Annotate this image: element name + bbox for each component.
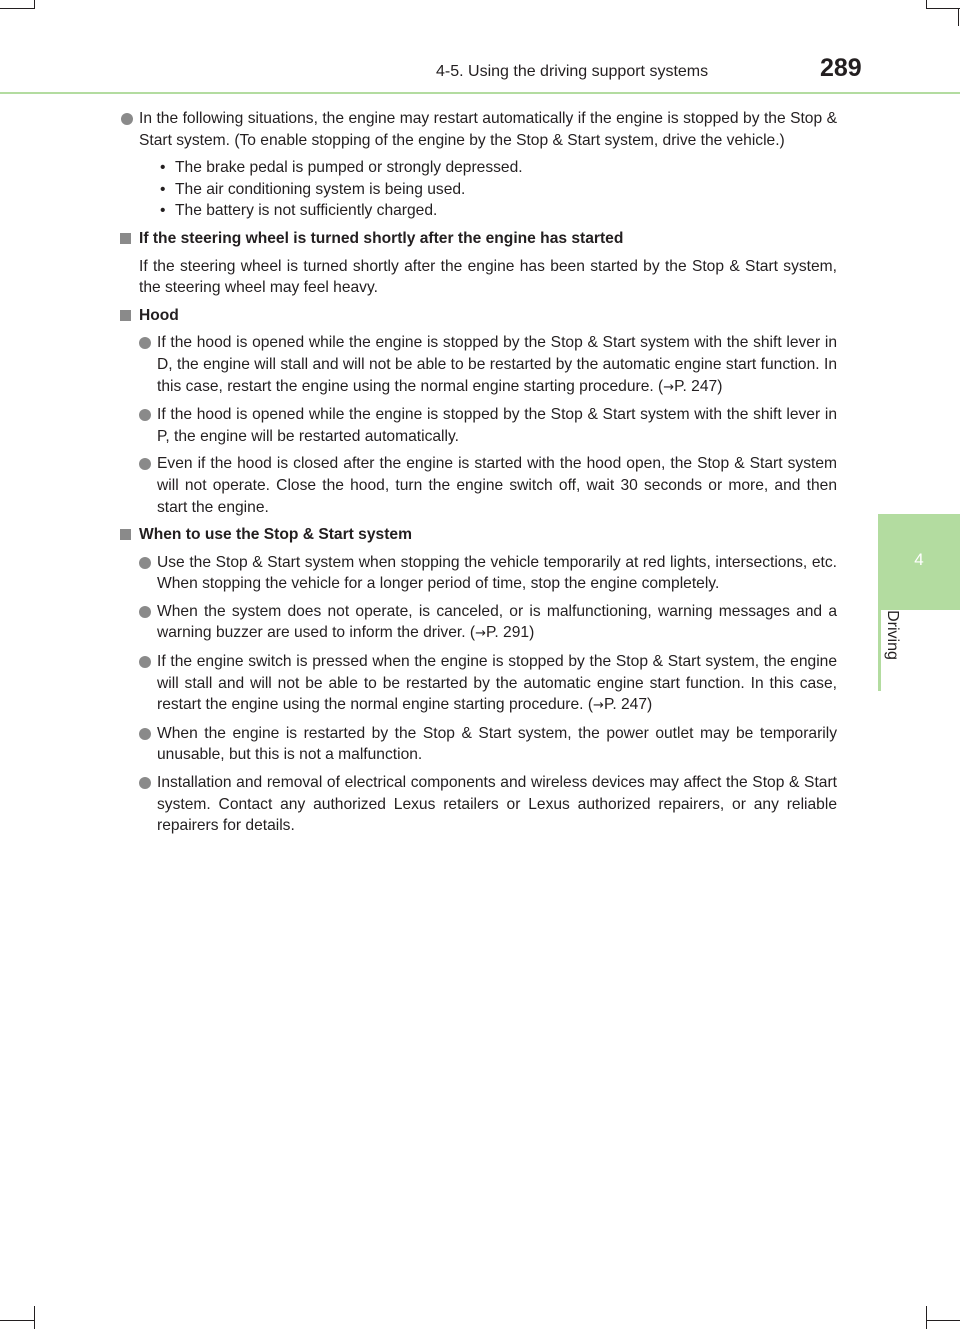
sub-item xyxy=(118,179,837,201)
crop-mark-top-left-v xyxy=(34,0,35,9)
hood-bullet-text: If the hood is opened while the engine is stopped by the Stop & Start system with the shift lever in D, the engine will stall and will not be able to be restarted by the automatic engine start function. In this case, restart the engine using the normal engine starting procedure. ( xyxy=(157,334,837,395)
right-arrow-icon: → xyxy=(663,379,675,395)
crop-mark-bottom-left-h xyxy=(0,1320,34,1321)
sub-item xyxy=(118,157,837,179)
when-bullet xyxy=(136,601,837,645)
paren-close: ) xyxy=(647,696,653,714)
chapter-tab xyxy=(878,514,960,610)
sub-item-text: The battery is not sufficiently charged. xyxy=(175,202,438,220)
crop-mark-right-upper-v xyxy=(958,8,959,26)
bullet-icon xyxy=(139,777,151,789)
page-number: 289 xyxy=(820,54,862,82)
page-reference[interactable]: P. 247 xyxy=(603,696,648,714)
main-content xyxy=(118,108,837,843)
page-reference[interactable]: P. 247 xyxy=(674,377,718,395)
bullet-icon xyxy=(121,113,133,125)
when-bullet-text: If the engine switch is pressed when the engine is stopped by the Stop & Start system, the engine will stall and will not be able to be restarted by the automatic engine start function. In this case, restart the engine using the normal engine starting procedure. ( xyxy=(157,653,837,714)
header-rule xyxy=(0,92,960,94)
sub-item-marker: • xyxy=(160,180,166,198)
hood-bullet xyxy=(136,404,837,447)
when-bullet xyxy=(136,772,837,837)
bullet-icon xyxy=(139,656,151,668)
page-reference[interactable]: P. 291 xyxy=(486,624,530,642)
hood-bullet-text: If the hood is opened while the engine is stopped by the Stop & Start system with the shift lever in P, the engine will be restarted automatically. xyxy=(157,406,837,445)
crop-mark-bottom-left-v xyxy=(34,1306,35,1329)
hood-bullet xyxy=(136,332,837,398)
bullet-icon xyxy=(139,557,151,569)
sub-item-marker: • xyxy=(160,202,166,220)
sub-item-text: The brake pedal is pumped or strongly depressed. xyxy=(175,159,523,177)
intro-bullet xyxy=(118,108,837,151)
bullet-icon xyxy=(139,606,151,618)
paren-close: ) xyxy=(529,624,535,642)
sub-item-text: The air conditioning system is being used. xyxy=(175,180,466,198)
section-heading-hood xyxy=(118,305,837,327)
chapter-label-box xyxy=(879,604,905,670)
paren-close: ) xyxy=(717,377,723,395)
right-arrow-icon: → xyxy=(593,698,604,714)
hood-bullet xyxy=(136,453,837,518)
intro-bullet-text: In the following situations, the engine may restart automatically if the engine is stopped by the Stop & Start system. (To enable stopping of the engine by the Stop & Start system, drive the vehicle.) xyxy=(139,110,837,149)
when-bullet-text: When the system does not operate, is canceled, or is malfunctioning, warning messages and a warning buzzer are used to inform the driver. ( xyxy=(157,602,837,642)
section-heading-when xyxy=(118,524,837,546)
chapter-label: Driving xyxy=(884,610,901,660)
crop-mark-top-left-h xyxy=(0,8,34,9)
hood-bullet-text: Even if the hood is closed after the engine is started with the hood open, the Stop & Start system will not operate. Close the hood, turn the engine switch off, wait 30 seconds or more, and then start the engine. xyxy=(157,455,837,516)
when-bullet xyxy=(136,552,837,595)
bullet-icon xyxy=(139,337,151,349)
steering-body: If the steering wheel is turned shortly after the engine has been started by the Stop & Start system, the steering wheel may feel heavy. xyxy=(139,257,837,297)
heading-square-icon xyxy=(120,310,131,321)
crop-mark-top-right-h xyxy=(926,8,960,9)
sub-item-marker: • xyxy=(160,159,166,177)
section-heading-steering xyxy=(118,228,837,250)
when-bullet xyxy=(136,723,837,766)
bullet-icon xyxy=(139,458,151,470)
crop-mark-bottom-right-v xyxy=(926,1306,927,1329)
when-bullet-text: Installation and removal of electrical components and wireless devices may affect the Stop & Start system. Contact any authorized Lexus retailers or Lexus authorized repairers, or any reliable repairers for details. xyxy=(157,774,837,835)
sub-item xyxy=(118,200,837,222)
heading-text: Hood xyxy=(139,306,179,324)
right-arrow-icon: → xyxy=(475,626,486,642)
section-title: 4-5. Using the driving support systems xyxy=(436,63,709,80)
bullet-icon xyxy=(139,728,151,740)
heading-square-icon xyxy=(120,529,131,540)
when-bullet-text: Use the Stop & Start system when stopping the vehicle temporarily at red lights, intersections, etc. When stopping the vehicle for a longer period of time, stop the engine completely. xyxy=(157,553,837,593)
when-bullet-text: When the engine is restarted by the Stop & Start system, the power outlet may be temporarily unusable, but this is not a malfunction. xyxy=(157,724,837,764)
heading-text: When to use the Stop & Start system xyxy=(139,526,412,544)
heading-text: If the steering wheel is turned shortly after the engine has started xyxy=(139,229,624,247)
chapter-number: 4 xyxy=(914,550,924,569)
heading-square-icon xyxy=(120,233,131,244)
when-bullet xyxy=(136,651,837,717)
crop-mark-bottom-right-h xyxy=(926,1320,960,1321)
bullet-icon xyxy=(139,409,151,421)
